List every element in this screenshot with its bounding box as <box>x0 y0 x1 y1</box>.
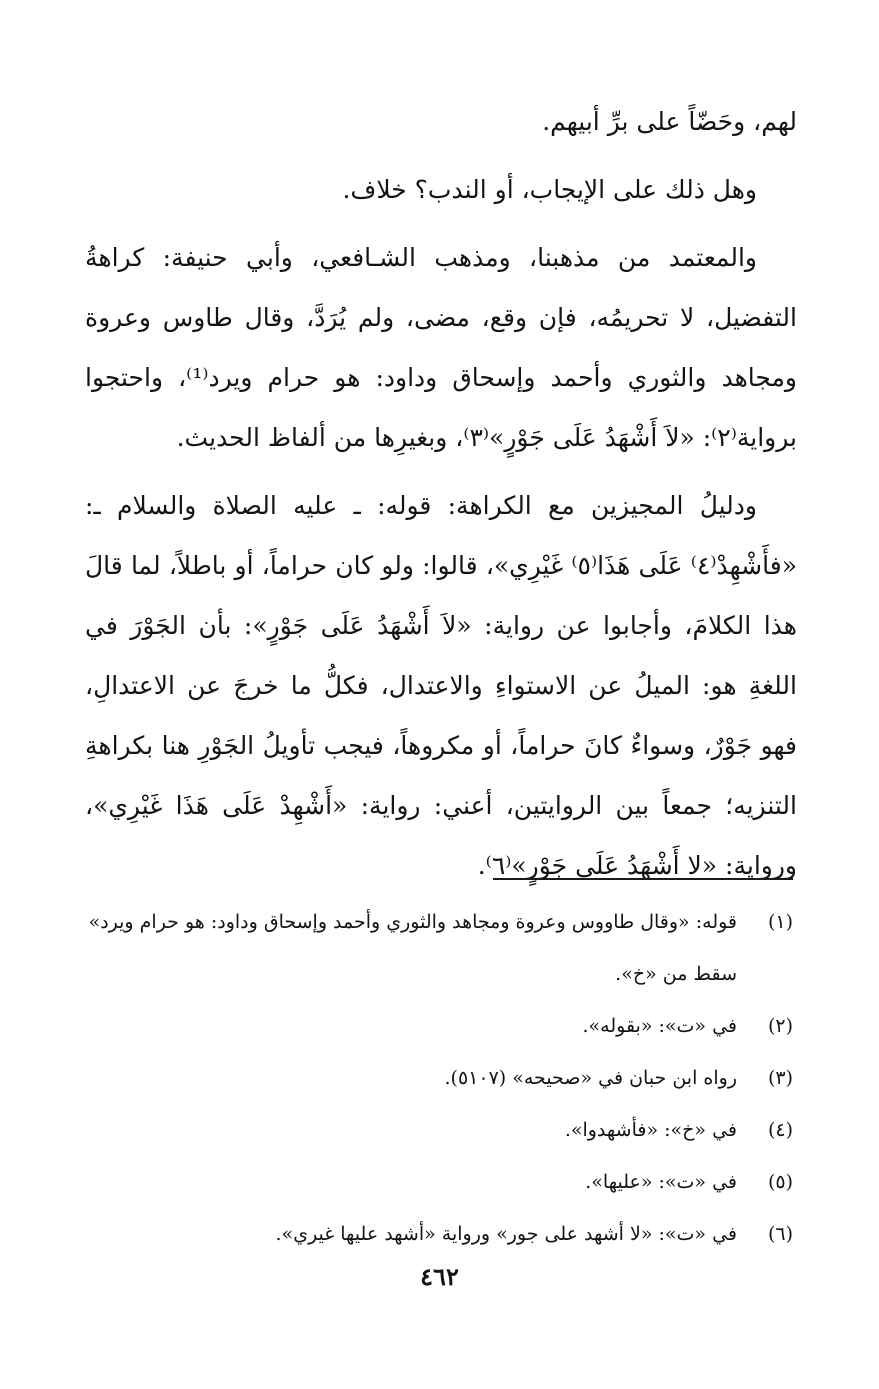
footnote-1 <box>85 896 793 1000</box>
footnote-2 <box>85 1000 793 1052</box>
footnote-number: (٣) <box>767 1067 793 1089</box>
paragraph-2: وهل ذلك على الإيجاب، أو الندب؟ خلاف. <box>342 175 757 204</box>
footnote-divider <box>493 878 793 880</box>
footnote-5 <box>85 1156 793 1208</box>
footnote-6 <box>85 1208 793 1260</box>
main-text <box>85 92 797 904</box>
paragraph-3: والمعتمد من مذهبنا، ومذهب الشـافعي، وأبي حنيفة: كراهةُ التفضيل، لا تحريمُه، فإن وقع، مضى، ولم يُرَدَّ، وقال طاوس وعروة ومجاهد والثوري وأحمد وإسحاق وداود: هو حرام ويرد⁽¹⁾، واحتجوا برواية⁽٢⁾: «لاَ أَشْهَدُ عَلَى جَوْرٍ»⁽٣⁾، وبغيرِها من ألفاظ الحديث. <box>85 243 798 452</box>
footnote-number: (١) <box>767 911 793 933</box>
footnote-text: رواه ابن حبان في «صحيحه» (٥١٠٧). <box>444 1067 737 1089</box>
paragraph-4: ودليلُ المجيزين مع الكراهة: قوله: ـ عليه الصلاة والسلام ـ: «فأَشْهِدْ⁽٤⁾ عَلَى هَذَا⁽٥⁾ غَيْرِي»، قالوا: ولو كان حراماً، أو باطلاً، لما قالَ هذا الكلامَ، وأجابوا عن رواية: «لاَ أَشْهَدُ عَلَى جَوْرٍ»: بأن الجَوْرَ في اللغةِ هو: الميلُ عن الاستواءِ والاعتدال، فكلُّ ما خرجَ عن الاعتدالِ، فهو جَوْرٌ، وسواءٌ كانَ حراماً، أو مكروهاً، فيجب تأويلُ الجَوْرِ هنا بكراهةِ التنزيه؛ جمعاً بين الروايتين، أعني: رواية: «أَشْهِدْ عَلَى هَذَا غَيْرِي»، ورواية: «لا أَشْهَدُ عَلَى جَوْرٍ»⁽٦⁾. <box>85 491 797 880</box>
footnote-number: (٥) <box>767 1171 793 1193</box>
footnotes <box>85 896 793 1260</box>
footnote-text: في «ت»: «عليها». <box>585 1171 737 1193</box>
footnote-text: في «ت»: «بقوله». <box>582 1015 737 1037</box>
footnote-4 <box>85 1104 793 1156</box>
page-number: ٤٦٢ <box>420 1262 459 1291</box>
footnote-number: (٢) <box>767 1015 793 1037</box>
footnote-number: (٦) <box>767 1223 793 1245</box>
footnote-number: (٤) <box>767 1119 793 1141</box>
footnote-text: قوله: «وقال طاووس وعروة ومجاهد والثوري وأحمد وإسحاق وداود: هو حرام ويرد» سقط من «خ». <box>88 911 737 985</box>
footnote-text: في «ت»: «لا أشهد على جور» ورواية «أشهد عليها غيري». <box>275 1223 737 1245</box>
paragraph-1: لهم، وحَضّاً على برِّ أبيهم. <box>542 107 797 136</box>
footnote-3 <box>85 1052 793 1104</box>
footnote-text: في «خ»: «فأشهدوا». <box>564 1119 737 1141</box>
